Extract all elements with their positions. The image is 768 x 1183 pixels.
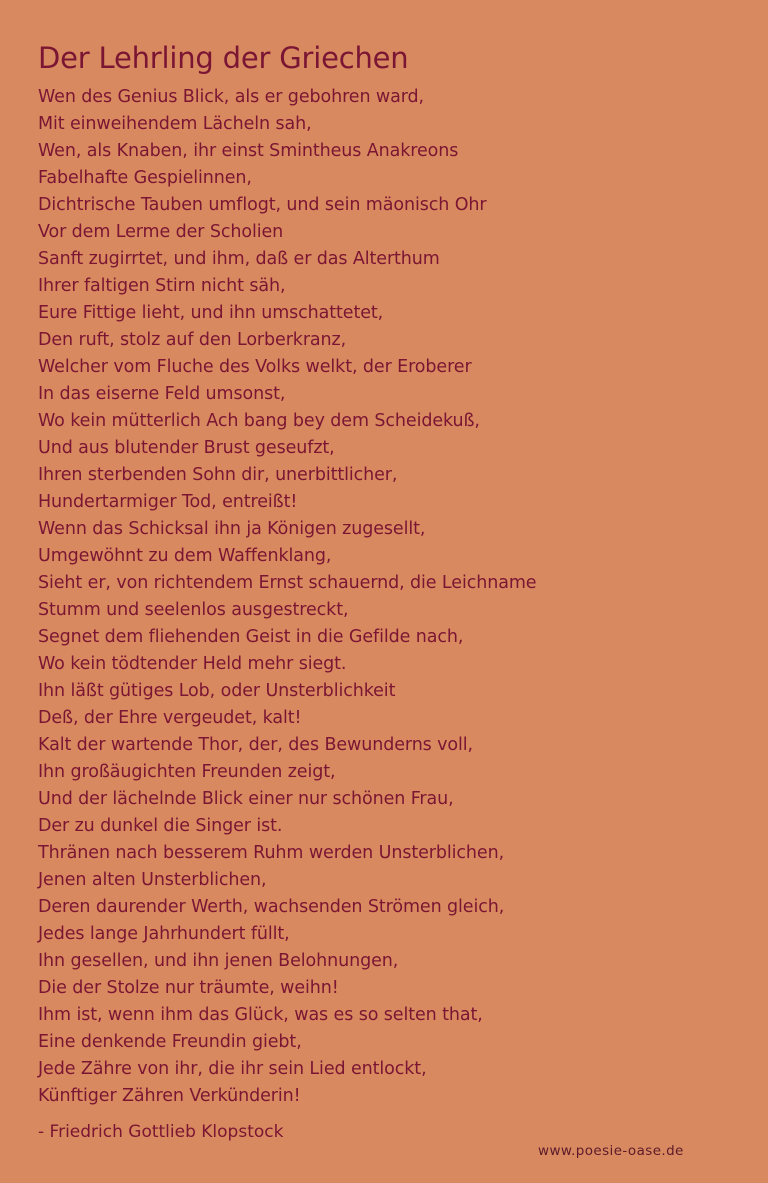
poem-line: Thränen nach besserem Ruhm werden Unsterblichen, xyxy=(38,843,505,863)
poem-line: Ihm ist, wenn ihm das Glück, was es so selten that, xyxy=(38,1005,483,1025)
poem-line: Jedes lange Jahrhundert füllt, xyxy=(38,924,290,944)
poem-line: Umgewöhnt zu dem Waffenklang, xyxy=(38,546,332,566)
poem-line: Jede Zähre von ihr, die ihr sein Lied entlockt, xyxy=(38,1059,427,1079)
poem-line: Hundertarmiger Tod, entreißt! xyxy=(38,492,298,512)
poem-line: Eine denkende Freundin giebt, xyxy=(38,1032,302,1052)
poem-author: - Friedrich Gottlieb Klopstock xyxy=(38,1122,284,1142)
poem-line: Wo kein tödtender Held mehr siegt. xyxy=(38,654,347,674)
poem-line: Stumm und seelenlos ausgestreckt, xyxy=(38,600,349,620)
poem-line: Wen des Genius Blick, als er gebohren ward, xyxy=(38,87,425,107)
poem-line: Ihn gesellen, und ihn jenen Belohnungen, xyxy=(38,951,399,971)
poem-line: Und der lächelnde Blick einer nur schönen Frau, xyxy=(38,789,454,809)
poem-line: Und aus blutender Brust geseufzt, xyxy=(38,438,335,458)
poem-line: Deren daurender Werth, wachsenden Strömen gleich, xyxy=(38,897,505,917)
poem-title: Der Lehrling der Griechen xyxy=(38,41,409,75)
poem-line: Kalt der wartende Thor, der, des Bewunderns voll, xyxy=(38,735,474,755)
poem-line: Ihn läßt gütiges Lob, oder Unsterblichkeit xyxy=(38,681,396,701)
poem-line: Ihrer faltigen Stirn nicht säh, xyxy=(38,276,286,296)
poem-line: Deß, der Ehre vergeudet, kalt! xyxy=(38,708,302,728)
poem-line: Jenen alten Unsterblichen, xyxy=(38,870,267,890)
website-url: www.poesie-oase.de xyxy=(538,1143,684,1159)
poem-line: Vor dem Lerme der Scholien xyxy=(38,222,284,242)
poem-line: Segnet dem fliehenden Geist in die Gefilde nach, xyxy=(38,627,464,647)
poem-line: Der zu dunkel die Singer ist. xyxy=(38,816,283,836)
poem-line: Ihn großäugichten Freunden zeigt, xyxy=(38,762,336,782)
poem-line: Dichtrische Tauben umflogt, und sein mäonisch Ohr xyxy=(38,195,487,215)
poem-line: Künftiger Zähren Verkünderin! xyxy=(38,1086,301,1106)
poem-line: Fabelhafte Gespielinnen, xyxy=(38,168,252,188)
poem-line: Den ruft, stolz auf den Lorberkranz, xyxy=(38,330,347,350)
poem-line: Sieht er, von richtendem Ernst schauernd, die Leichname xyxy=(38,573,537,593)
poem-line: Ihren sterbenden Sohn dir, unerbittlicher, xyxy=(38,465,398,485)
poem-line: Wen, als Knaben, ihr einst Smintheus Anakreons xyxy=(38,141,459,161)
poem-line: Wo kein mütterlich Ach bang bey dem Scheidekuß, xyxy=(38,411,480,431)
poem-line: Welcher vom Fluche des Volks welkt, der Eroberer xyxy=(38,357,472,377)
poem-line: Wenn das Schicksal ihn ja Königen zugesellt, xyxy=(38,519,426,539)
poem-line: Sanft zugirrtet, und ihm, daß er das Alterthum xyxy=(38,249,440,269)
poem-line: Mit einweihendem Lächeln sah, xyxy=(38,114,312,134)
poem-line: In das eiserne Feld umsonst, xyxy=(38,384,286,404)
poem-line: Eure Fittige lieht, und ihn umschattetet, xyxy=(38,303,384,323)
poem-line: Die der Stolze nur träumte, weihn! xyxy=(38,978,339,998)
poem-body xyxy=(38,84,536,1110)
